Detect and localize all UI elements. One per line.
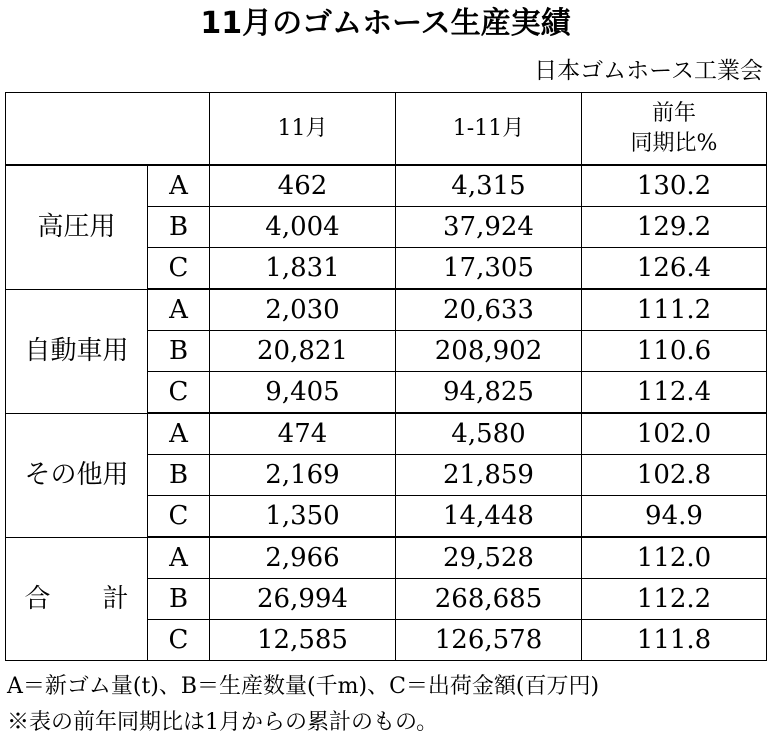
row-code: A [148,289,210,331]
cell-month: 462 [210,165,396,207]
row-code: C [148,496,210,538]
category-total [6,537,148,661]
cell-month: 2,169 [210,455,396,496]
cell-ytd: 94,825 [396,372,582,414]
cell-ytd: 29,528 [396,537,582,579]
header-ytd: 1-11月 [396,93,582,166]
cell-yoy: 129.2 [582,207,767,248]
category-total-right: 計 [102,583,129,614]
row-code: C [148,248,210,290]
row-code: B [148,331,210,372]
table-row [6,413,767,455]
row-code: C [148,620,210,661]
cell-ytd: 268,685 [396,579,582,620]
category-high-pressure: 高圧用 [6,165,148,289]
header-yoy-line2: 同期比% [630,130,718,156]
production-table [5,92,767,661]
cell-ytd: 37,924 [396,207,582,248]
header-month: 11月 [210,93,396,166]
cell-month: 9,405 [210,372,396,414]
header-corner [6,93,210,166]
cell-month: 20,821 [210,331,396,372]
page-title: 11月のゴムホース生産実績 [200,6,571,41]
cell-ytd: 17,305 [396,248,582,290]
cell-month: 26,994 [210,579,396,620]
category-automotive: 自動車用 [6,289,148,413]
cell-yoy: 112.0 [582,537,767,579]
cell-month: 474 [210,413,396,455]
cell-yoy: 112.2 [582,579,767,620]
cell-month: 2,030 [210,289,396,331]
cell-ytd: 21,859 [396,455,582,496]
header-yoy [582,93,767,166]
legend-note: A＝新ゴム量(t)、B＝生産数量(千m)、C＝出荷金額(百万円) [7,674,600,699]
row-code: A [148,413,210,455]
category-total-left: 合 [24,583,51,614]
category-other: その他用 [6,413,148,537]
remark-note: ※表の前年同期比は1月からの累計のもの。 [7,710,439,735]
cell-ytd: 4,315 [396,165,582,207]
cell-yoy: 112.4 [582,372,767,414]
cell-month: 1,831 [210,248,396,290]
row-code: B [148,579,210,620]
cell-ytd: 126,578 [396,620,582,661]
row-code: A [148,537,210,579]
cell-ytd: 4,580 [396,413,582,455]
cell-ytd: 208,902 [396,331,582,372]
cell-yoy: 102.0 [582,413,767,455]
row-code: B [148,455,210,496]
header-yoy-line1: 前年 [651,100,696,126]
cell-yoy: 102.8 [582,455,767,496]
table-row [6,289,767,331]
cell-yoy: 94.9 [582,496,767,538]
table-row [6,165,767,207]
cell-yoy: 111.8 [582,620,767,661]
cell-ytd: 20,633 [396,289,582,331]
cell-month: 1,350 [210,496,396,538]
source-organization: 日本ゴムホース工業会 [534,58,763,84]
row-code: C [148,372,210,414]
cell-month: 12,585 [210,620,396,661]
cell-month: 2,966 [210,537,396,579]
cell-month: 4,004 [210,207,396,248]
row-code: B [148,207,210,248]
cell-yoy: 130.2 [582,165,767,207]
row-code: A [148,165,210,207]
table-row [6,537,767,579]
cell-ytd: 14,448 [396,496,582,538]
cell-yoy: 111.2 [582,289,767,331]
cell-yoy: 110.6 [582,331,767,372]
table-header-row [6,93,767,166]
cell-yoy: 126.4 [582,248,767,290]
